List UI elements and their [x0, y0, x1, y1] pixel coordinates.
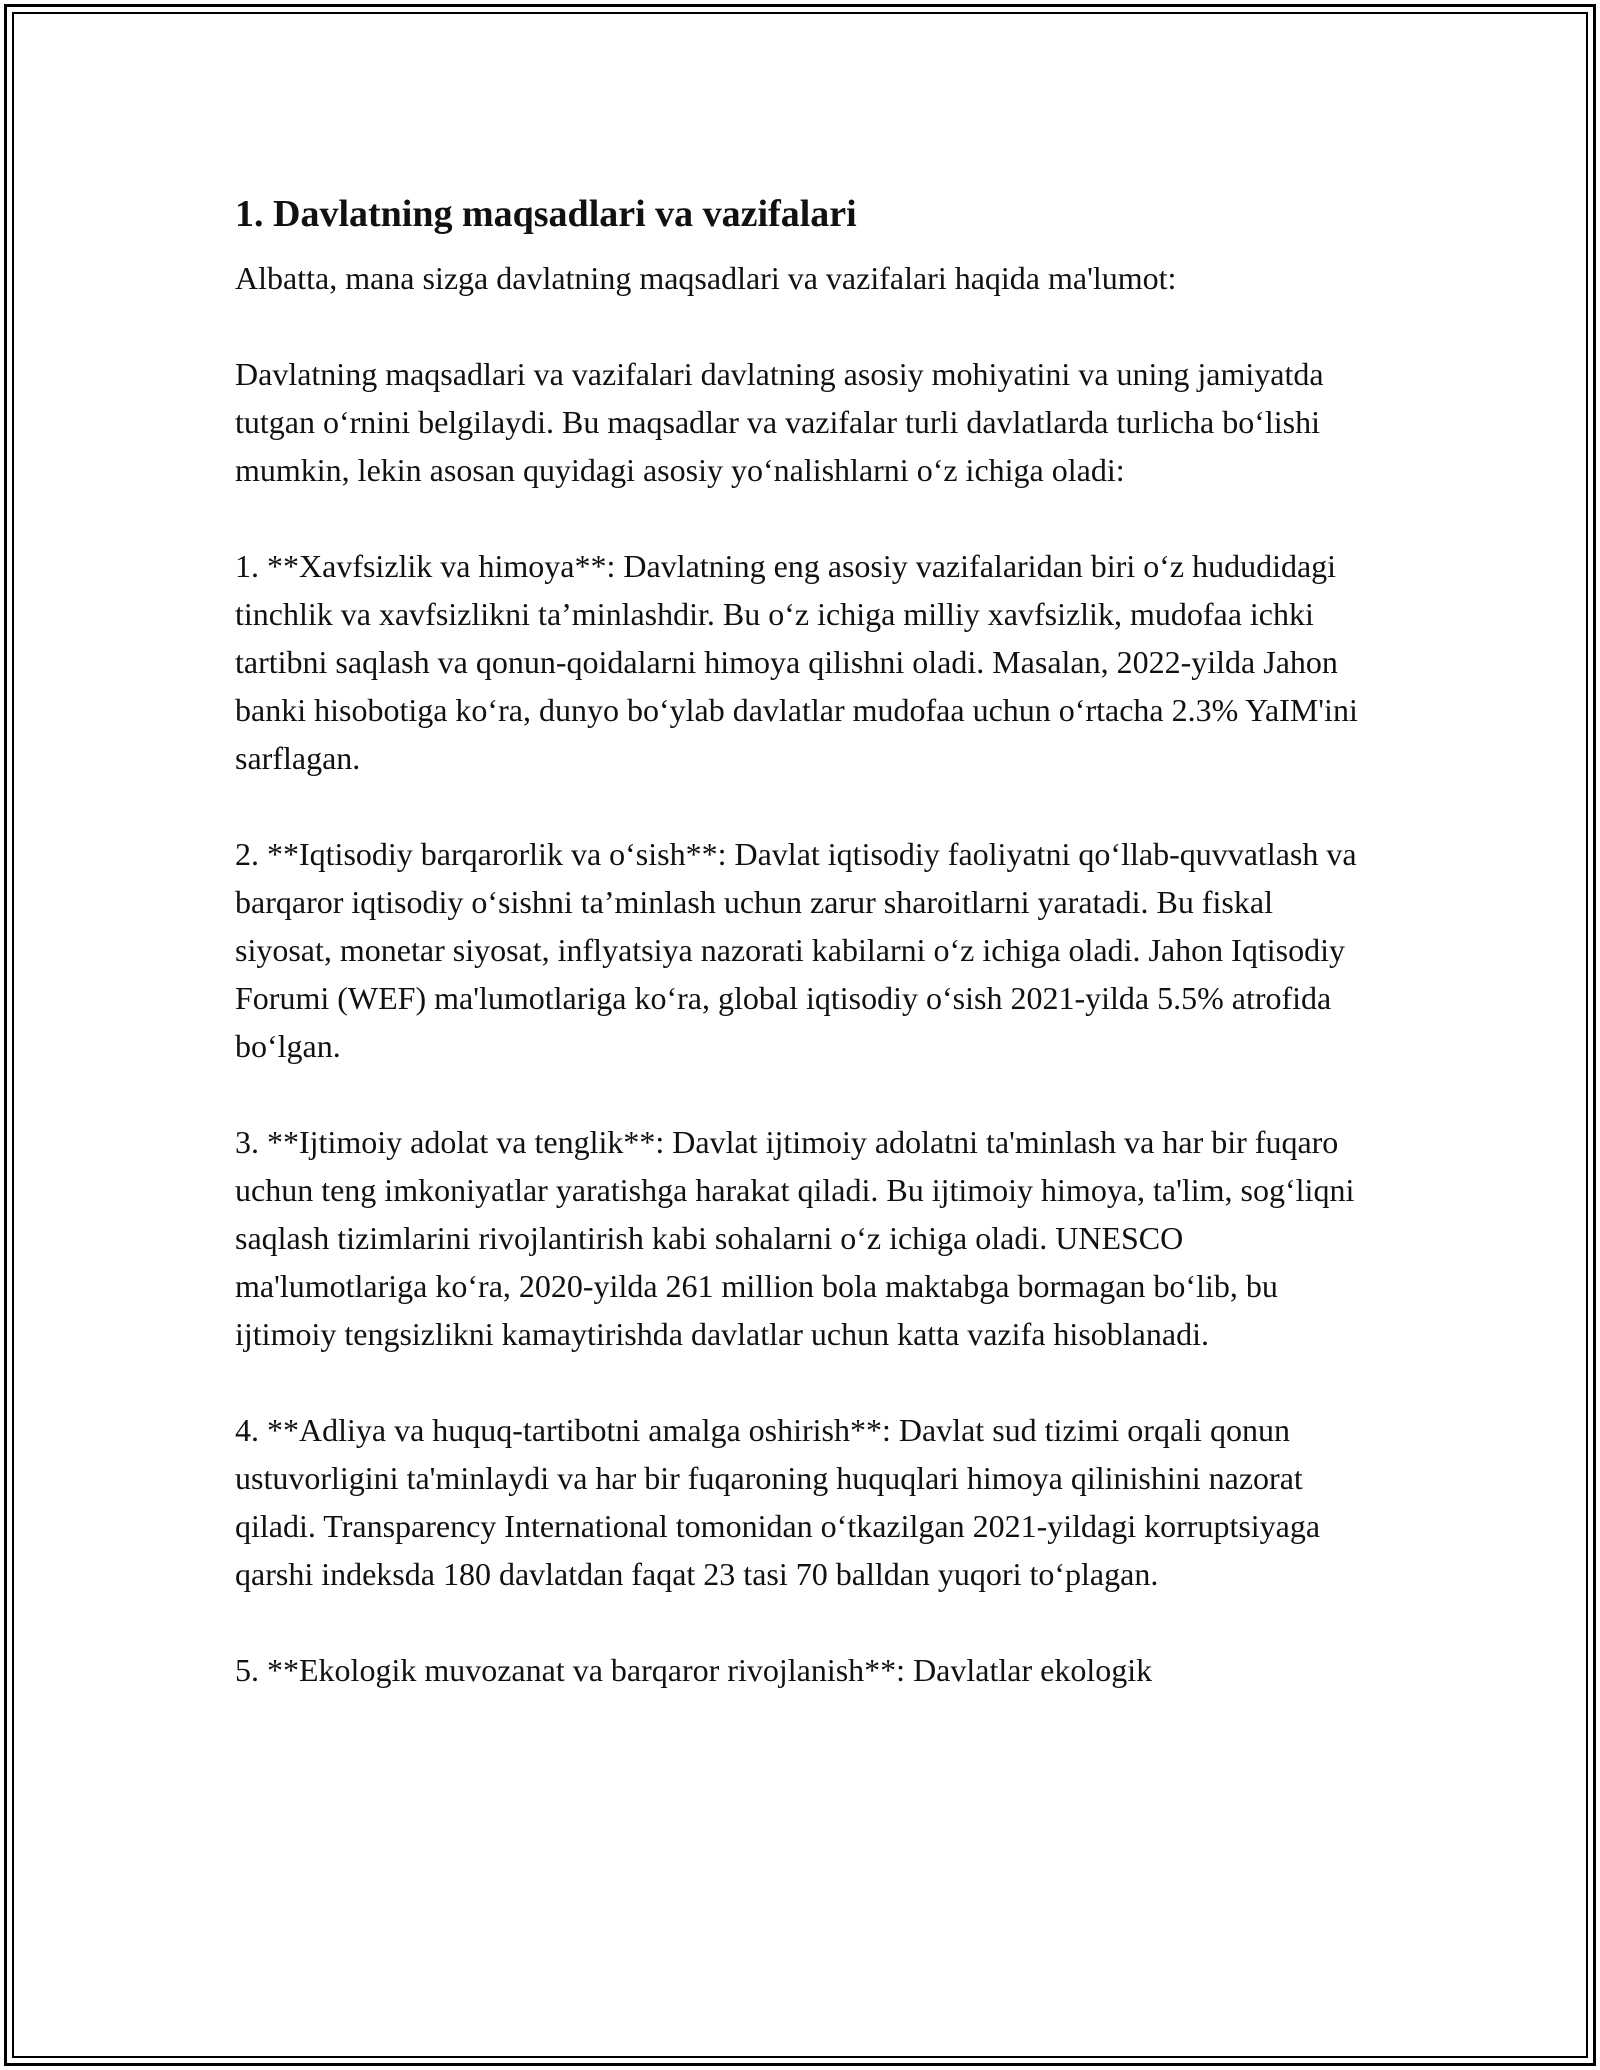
- intro-paragraph: Albatta, mana sizga davlatning maqsadlari va vazifalari haqida ma'lumot:: [235, 260, 1177, 296]
- list-item-ecology: 5. **Ekologik muvozanat va barqaror rivojlanish**: Davlatlar ekologik: [235, 1652, 1153, 1688]
- list-item-justice-law: 4. **Adliya va huquq-tartibotni amalga oshirish**: Davlat sud tizimi orqali qonun ustuvorligini ta'minlaydi va har bir fuqaroning huquqlari himoya qilinishini nazorat qiladi. Transparency International tomonidan o‘tkazilgan 2021-yildagi korruptsiyaga qarshi indeksda 180 davlatdan faqat 23 tasi 70 balldan yuqori to‘plagan.: [235, 1412, 1321, 1592]
- list-item-economy: 2. **Iqtisodiy barqarorlik va o‘sish**: Davlat iqtisodiy faoliyatni qo‘llab-quvvatlash va barqaror iqtisodiy o‘sishni ta’minlash uchun zarur sharoitlarni yaratadi. Bu fiskal siyosat, monetar siyosat, inflyatsiya nazorati kabilarni o‘z ichiga oladi. Jahon Iqtisodiy Forumi (WEF) ma'lumotlariga ko‘ra, global iqtisodiy o‘sish 2021-yilda 5.5% atrofida bo‘lgan.: [235, 836, 1357, 1064]
- list-item-social-justice: 3. **Ijtimoiy adolat va tenglik**: Davlat ijtimoiy adolatni ta'minlash va har bir fuqaro uchun teng imkoniyatlar yaratishga harakat qiladi. Bu ijtimoiy himoya, ta'lim, sog‘liqni saqlash tizimlarini rivojlantirish kabi sohalarni o‘z ichiga oladi. UNESCO ma'lumotlariga ko‘ra, 2020-yilda 261 million bola maktabga bormagan bo‘lib, bu ijtimoiy tengsizlikni kamaytirishda davlatlar uchun katta vazifa hisoblanadi.: [235, 1124, 1355, 1352]
- document-heading: 1. Davlatning maqsadlari va vazifalari: [235, 193, 857, 235]
- list-item-security: 1. **Xavfsizlik va himoya**: Davlatning eng asosiy vazifalaridan biri o‘z hududidagi tinchlik va xavfsizlikni ta’minlashdir. Bu o‘z ichiga milliy xavfsizlik, mudofaa ichki tartibni saqlash va qonun-qoidalarni himoya qilishni oladi. Masalan, 2022-yilda Jahon banki hisobotiga ko‘ra, dunyo bo‘ylab davlatlar mudofaa uchun o‘rtacha 2.3% YaIM'ini sarflagan.: [235, 548, 1358, 776]
- document-body: [235, 188, 1375, 1742]
- overview-paragraph: Davlatning maqsadlari va vazifalari davlatning asosiy mohiyatini va uning jamiyatda tutgan o‘rnini belgilaydi. Bu maqsadlar va vazifalar turli davlatlarda turlicha bo‘lishi mumkin, lekin asosan quyidagi asosiy yo‘nalishlarni o‘z ichiga oladi:: [235, 356, 1324, 488]
